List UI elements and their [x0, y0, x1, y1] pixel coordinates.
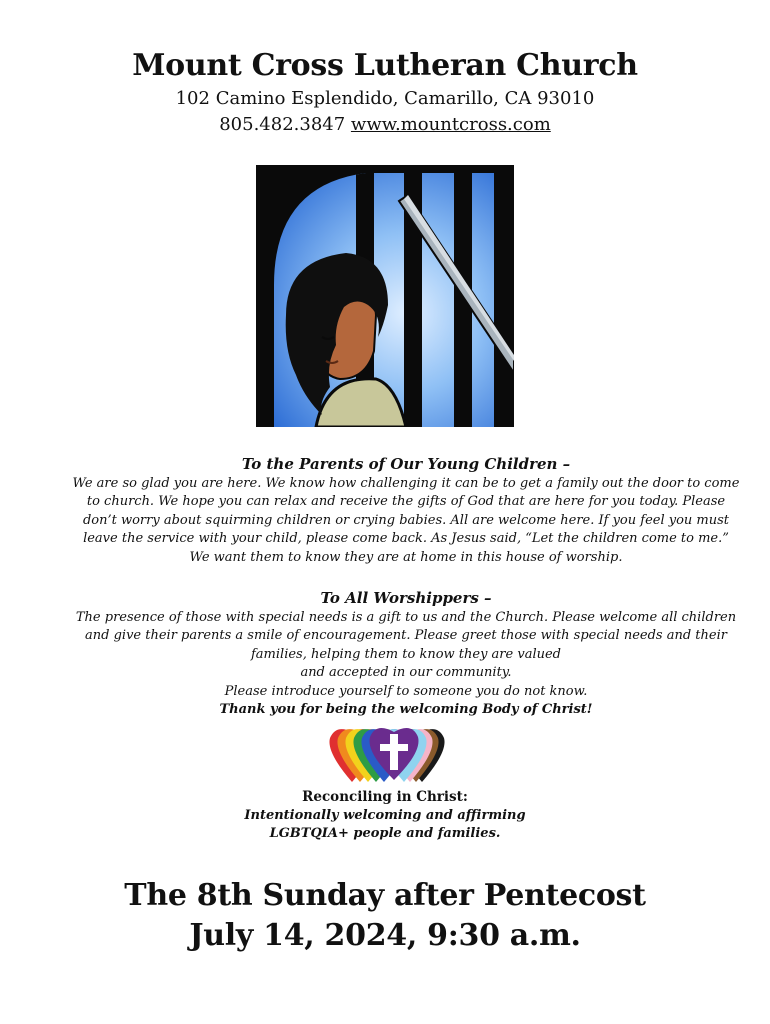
- parents-line: We are so glad you are here. We know how challenging it can be to get a family out the door to come: [72, 476, 740, 491]
- service-title: The 8th Sunday after Pentecost: [124, 878, 646, 913]
- reconciling-line-1: Intentionally welcoming and affirming: [244, 808, 526, 823]
- service-date: July 14, 2024, 9:30 a.m.: [189, 918, 581, 953]
- reconciling-title: Reconciling in Christ:: [302, 789, 468, 805]
- worshippers-heading: To All Worshippers –: [320, 589, 492, 607]
- parents-line: to church. We hope you can relax and receive the gifts of God that are here for you today. Please: [86, 494, 726, 510]
- church-name: Mount Cross Lutheran Church: [132, 48, 638, 83]
- website-link[interactable]: www.mountcross.com: [350, 114, 551, 135]
- thanks-line: Thank you for being the welcoming Body of Christ!: [219, 702, 593, 718]
- worshippers-body: [56, 609, 756, 719]
- worshippers-line: Please introduce yourself to someone you do not know.: [224, 683, 588, 699]
- worshippers-section: [56, 587, 756, 719]
- worshippers-line: and give their parents a smile of encouragement. Please greet those with special needs and their: [85, 628, 727, 644]
- parents-section: [56, 453, 756, 567]
- reconciling-statement: [180, 788, 590, 843]
- service-heading: [0, 876, 770, 956]
- illustration-child-at-window: [256, 165, 514, 427]
- worshippers-line: and accepted in our community.: [300, 665, 512, 681]
- parents-line: We want them to know they are at home in this house of worship.: [189, 549, 623, 565]
- parents-line: leave the service with your child, please come back. As Jesus said, “Let the children come to me.”: [83, 531, 729, 547]
- letterhead: [0, 46, 770, 138]
- worshippers-line: The presence of those with special needs is a gift to us and the Church. Please welcome all children: [75, 610, 737, 625]
- parents-line: don’t worry about squirming children or crying babies. All are welcome here. If you feel you must: [82, 512, 730, 528]
- reconciling-heart-logo: [326, 722, 446, 786]
- reconciling-line-2: LGBTQIA+ people and families.: [269, 826, 501, 841]
- worshippers-line: families, helping them to know they are valued: [251, 646, 561, 662]
- phone-number: 805.482.3847: [219, 114, 346, 135]
- parents-heading: To the Parents of Our Young Children –: [241, 455, 571, 473]
- contact-line: [0, 112, 770, 138]
- church-address: 102 Camino Esplendido, Camarillo, CA 93010: [175, 88, 595, 109]
- parents-body: [56, 475, 756, 567]
